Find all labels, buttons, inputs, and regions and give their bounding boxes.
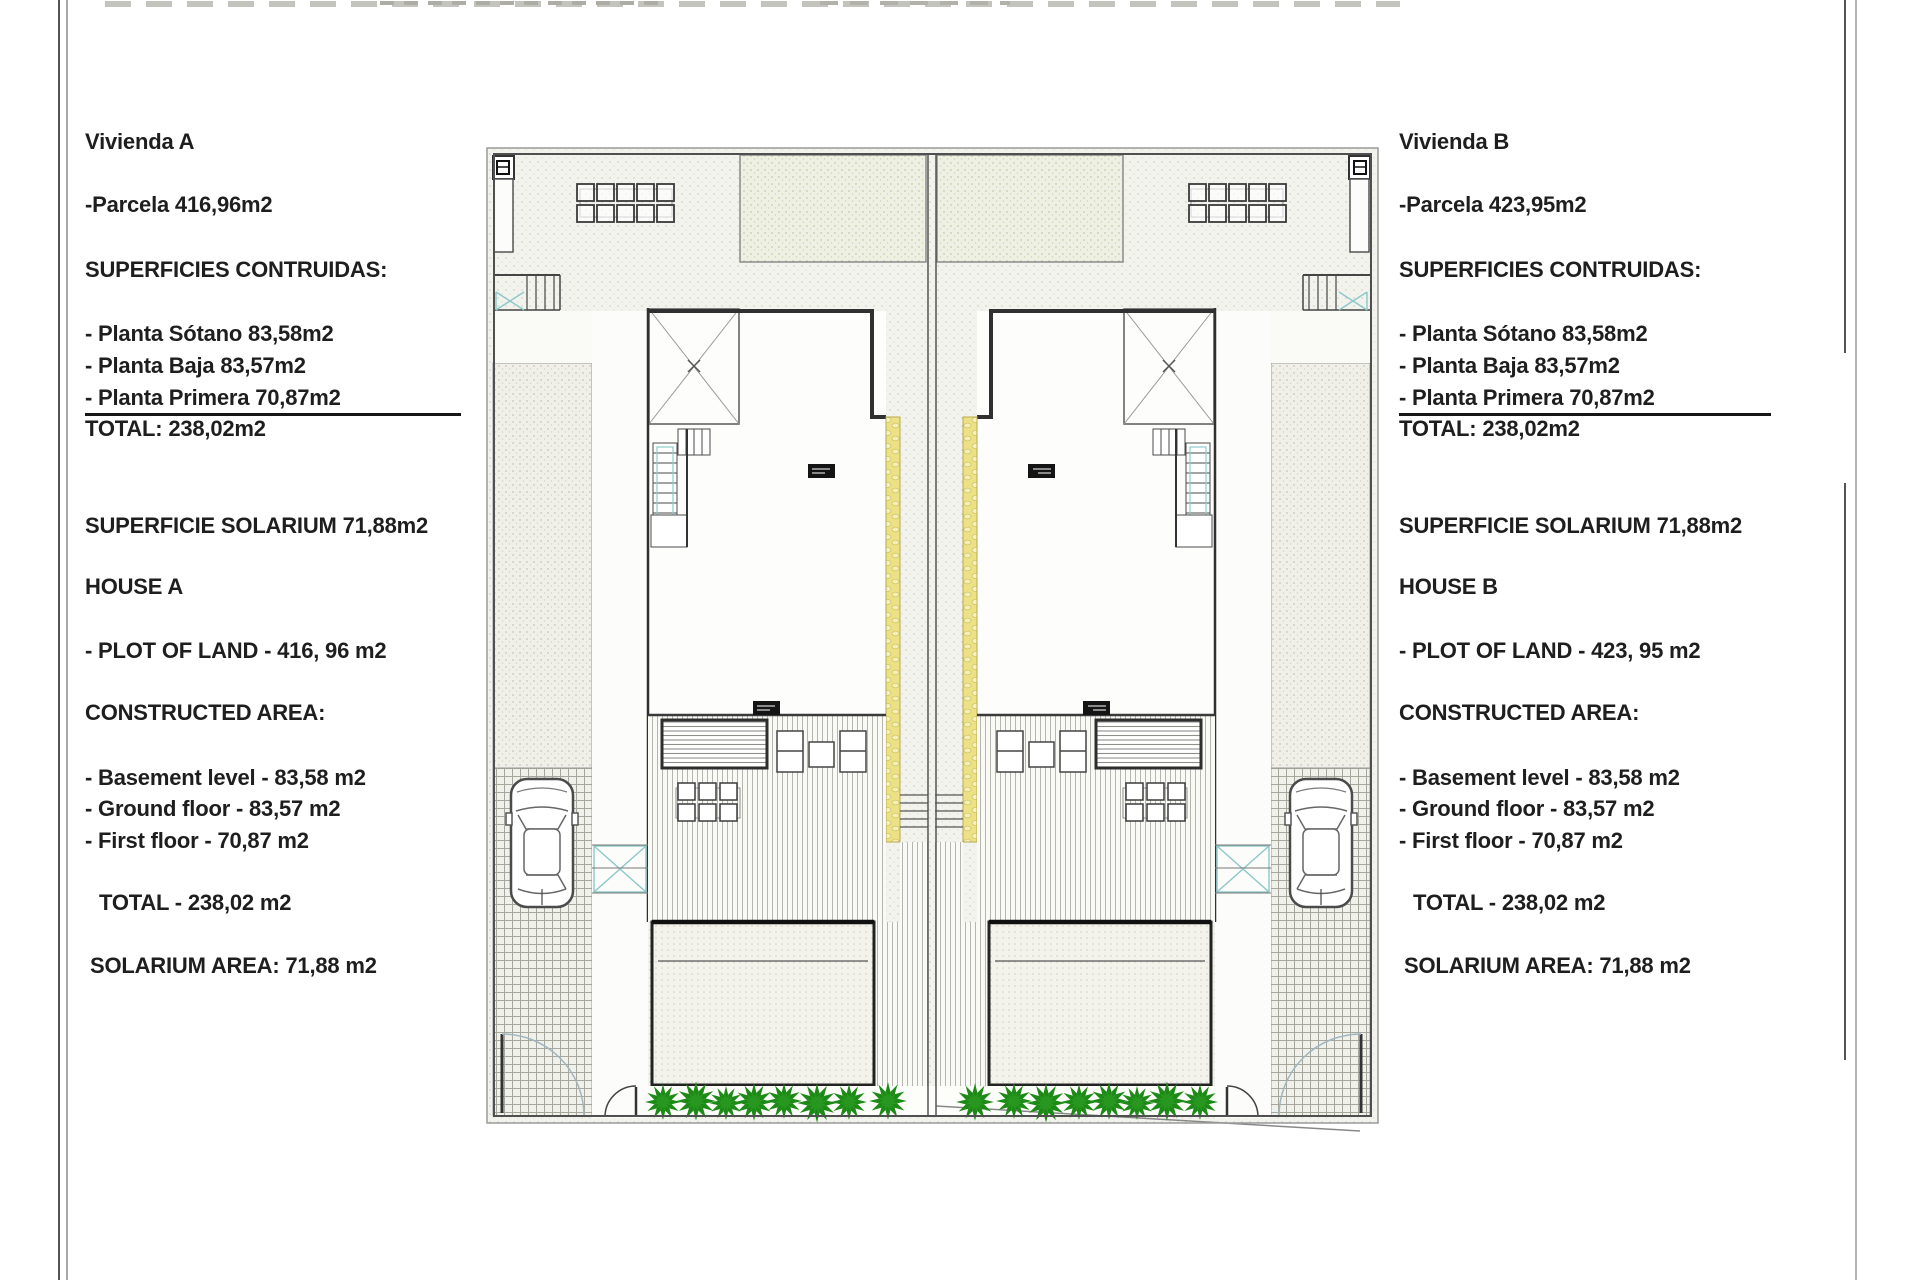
house-b-ground-floor: - Ground floor - 83,57 m2 [1399,796,1655,821]
house-a-solarium-en: SOLARIUM AREA: 71,88 m2 [90,953,377,978]
house-b-planta-baja: - Planta Baja 83,57m2 [1399,353,1620,378]
house-b-planta-primera: - Planta Primera 70,87m2 [1399,385,1771,416]
house-b-total-en: TOTAL - 238,02 m2 [1413,890,1606,915]
house-a-parcela: -Parcela 416,96m2 [85,192,273,217]
house-b-superficies-hdr: SUPERFICIES CONTRUIDAS: [1399,257,1702,282]
house-b-planta-sotano: - Planta Sótano 83,58m2 [1399,321,1648,346]
house-b-solarium-es: SUPERFICIE SOLARIUM 71,88m2 [1399,513,1743,538]
house-a-planta-baja: - Planta Baja 83,57m2 [85,353,306,378]
house-a-title-en: HOUSE A [85,574,184,599]
house-a-total-es: TOTAL: 238,02m2 [85,416,266,441]
house-b-plot-of-land: - PLOT OF LAND - 423, 95 m2 [1399,638,1701,663]
house-a-ground-floor: - Ground floor - 83,57 m2 [85,796,341,821]
house-b-total-es: TOTAL: 238,02m2 [1399,416,1580,441]
house-a-solarium-es: SUPERFICIE SOLARIUM 71,88m2 [85,513,429,538]
house-a-superficies-hdr: SUPERFICIES CONTRUIDAS: [85,257,388,282]
house-b-basement: - Basement level - 83,58 m2 [1399,765,1680,790]
house-a-planta-primera: - Planta Primera 70,87m2 [85,385,461,416]
house-a-first-floor: - First floor - 70,87 m2 [85,828,309,853]
house-a-constructed-hdr: CONSTRUCTED AREA: [85,700,326,725]
house-a-plot-of-land: - PLOT OF LAND - 416, 96 m2 [85,638,387,663]
house-b-title: Vivienda B [1399,129,1510,154]
house-a-basement: - Basement level - 83,58 m2 [85,765,366,790]
site-plan [487,148,1378,1131]
house-a-total-en: TOTAL - 238,02 m2 [99,890,292,915]
house-b-parcela: -Parcela 423,95m2 [1399,192,1587,217]
house-b-constructed-hdr: CONSTRUCTED AREA: [1399,700,1640,725]
house-b-first-floor: - First floor - 70,87 m2 [1399,828,1623,853]
house-b-solarium-en: SOLARIUM AREA: 71,88 m2 [1404,953,1691,978]
house-b-title-en: HOUSE B [1399,574,1498,599]
house-a-title: Vivienda A [85,129,195,154]
house-a-planta-sotano: - Planta Sótano 83,58m2 [85,321,334,346]
